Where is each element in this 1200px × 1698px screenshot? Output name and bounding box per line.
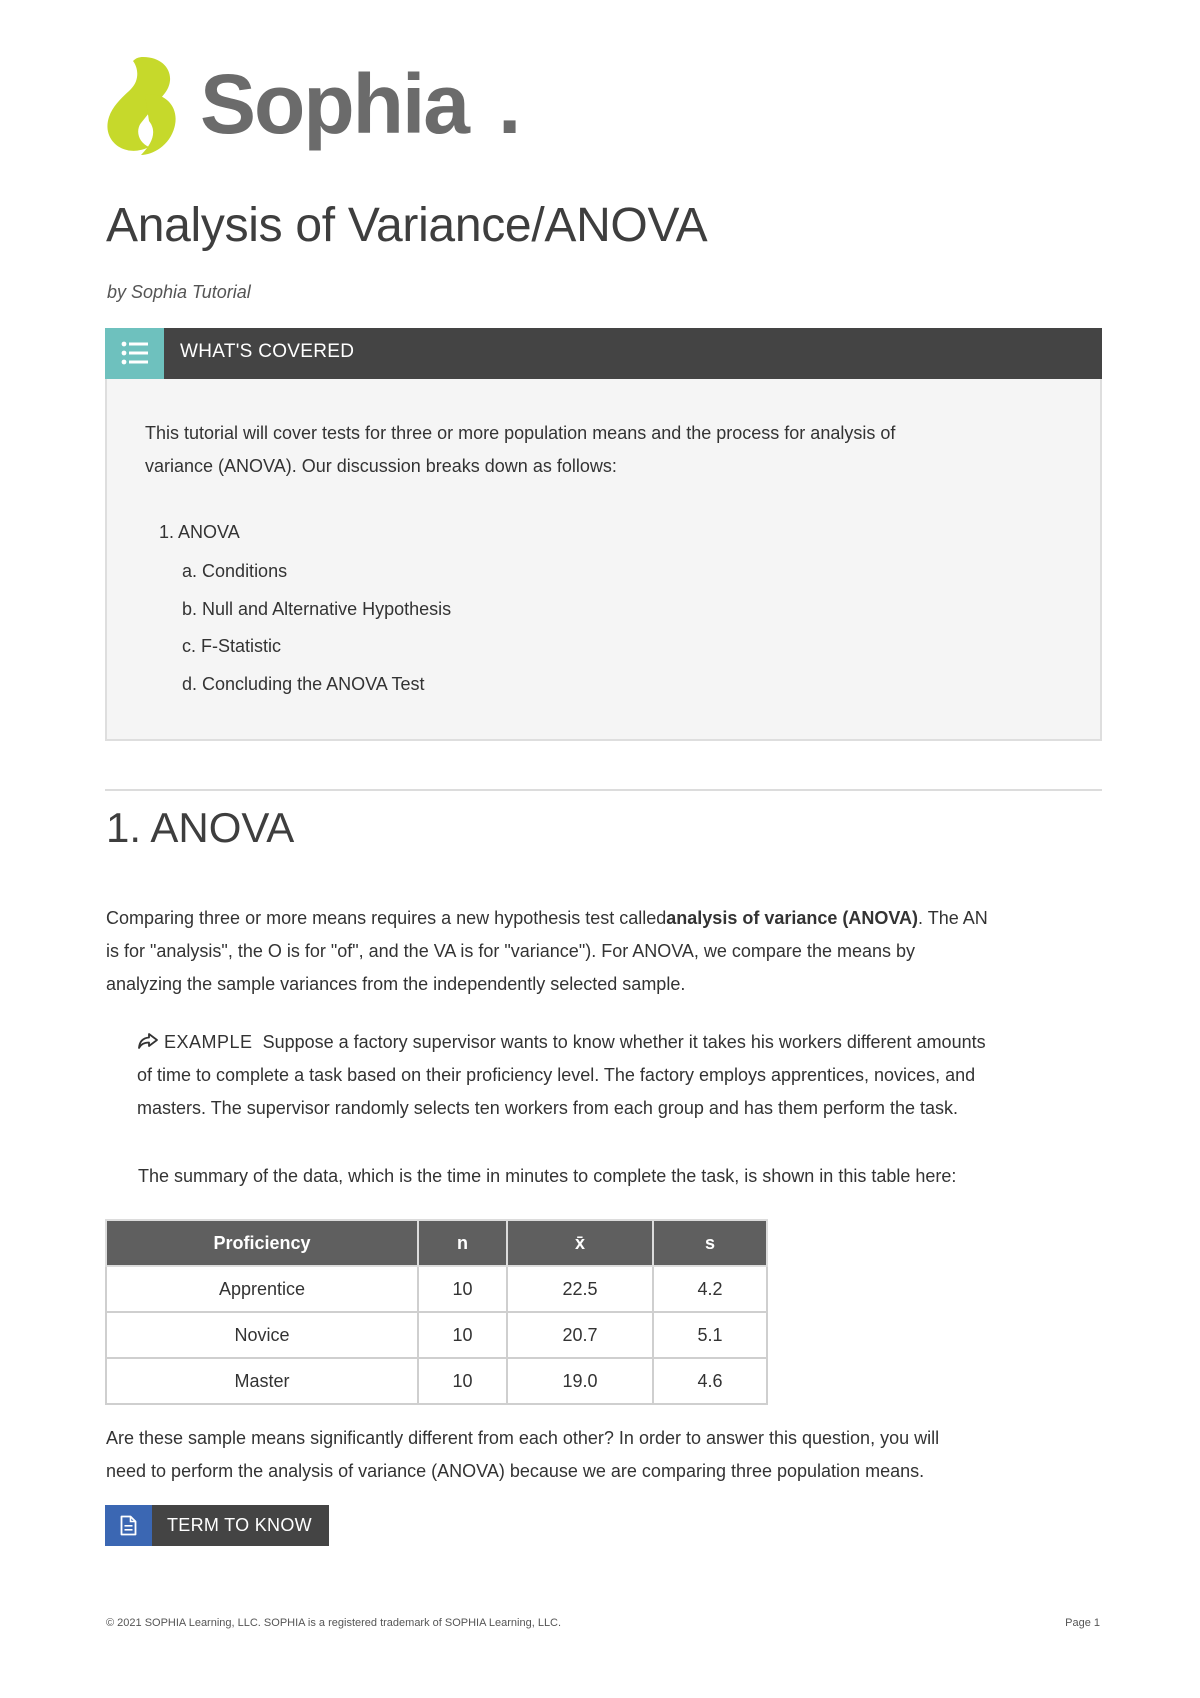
intro-line: This tutorial will cover tests for three or more population means and the process for analysis of [145, 423, 896, 443]
table-cell: 22.5 [507, 1266, 653, 1312]
table-row [106, 1358, 767, 1404]
table-cell: Master [106, 1358, 418, 1404]
table-cell: 4.6 [653, 1358, 767, 1404]
table-cell: 20.7 [507, 1312, 653, 1358]
table-header-row [106, 1220, 767, 1266]
byline: by Sophia Tutorial [107, 282, 251, 302]
whats-covered-header [105, 328, 1102, 379]
topic-item-anova: 1. ANOVA [159, 522, 240, 542]
footer-copyright: © 2021 SOPHIA Learning, LLC. SOPHIA is a registered trademark of SOPHIA Learning, LLC. [106, 1617, 562, 1629]
paragraph-line: is for "analysis", the O is for "of", and the VA is for "variance"). For ANOVA, we compare the means by [106, 941, 915, 961]
paragraph-line: of time to complete a task based on their proficiency level. The factory employs apprentices, novices, and [137, 1065, 976, 1085]
intro-line: variance (ANOVA). Our discussion breaks down as follows: [145, 456, 617, 476]
document-icon [105, 1505, 152, 1546]
example-block [137, 1026, 1107, 1125]
sophia-wordmark: Sophia [200, 57, 469, 151]
whats-covered-box [105, 328, 1102, 741]
paragraph-line: EXAMPLE Suppose a factory supervisor wants to know whether it takes his workers different amounts [137, 1026, 1107, 1059]
example-arrow-icon [137, 1032, 159, 1050]
table-cell: 5.1 [653, 1312, 767, 1358]
topic-item-concluding: d. Concluding the ANOVA Test [182, 674, 425, 694]
term-to-know-label: TERM TO KNOW [167, 1515, 312, 1535]
table-cell: 10 [418, 1266, 507, 1312]
whats-covered-intro [145, 417, 1045, 483]
table-row [106, 1312, 767, 1358]
table-header: s [653, 1220, 767, 1266]
page-number: Page 1 [1065, 1617, 1100, 1629]
table-header: n [418, 1220, 507, 1266]
anova-term: analysis of variance (ANOVA) [666, 908, 919, 928]
topic-item-f-statistic: c. F-Statistic [182, 636, 282, 656]
table-cell: Apprentice [106, 1266, 418, 1312]
page-title: Analysis of Variance/ANOVA [106, 199, 708, 252]
table-row [106, 1266, 767, 1312]
table-header: x̄ [507, 1220, 653, 1266]
table-cell: Novice [106, 1312, 418, 1358]
table-cell: 19.0 [507, 1358, 653, 1404]
section-heading: 1. ANOVA [106, 804, 295, 851]
sophia-wordmark-dot: . [498, 57, 522, 151]
sophia-logo [105, 55, 525, 160]
table-header: Proficiency [106, 1220, 418, 1266]
topic-item-conditions: a. Conditions [182, 561, 288, 581]
table-cell: 4.2 [653, 1266, 767, 1312]
paragraph-line: masters. The supervisor randomly selects ten workers from each group and has them perform the task. [137, 1098, 959, 1118]
intro-paragraph [106, 902, 1106, 1001]
table-cell: 10 [418, 1358, 507, 1404]
paragraph-line: need to perform the analysis of variance (ANOVA) because we are comparing three population means. [106, 1461, 925, 1481]
example-label: EXAMPLE [164, 1032, 253, 1052]
term-to-know-box [105, 1505, 329, 1546]
section-divider [105, 789, 1102, 791]
topic-item-hypothesis: b. Null and Alternative Hypothesis [182, 599, 452, 619]
paragraph-line: Are these sample means significantly different from each other? In order to answer this question, you will [106, 1428, 940, 1448]
summary-text: The summary of the data, which is the time in minutes to complete the task, is shown in this table here: [138, 1166, 957, 1186]
list-icon [105, 328, 164, 379]
whats-covered-label: WHAT'S COVERED [180, 341, 355, 362]
proficiency-table [105, 1219, 768, 1405]
paragraph-line: analyzing the sample variances from the independently selected sample. [106, 974, 686, 994]
question-paragraph [106, 1422, 1106, 1488]
table-cell: 10 [418, 1312, 507, 1358]
paragraph-line: Comparing three or more means requires a new hypothesis test calledanalysis of variance (ANOVA). The AN [106, 908, 988, 928]
